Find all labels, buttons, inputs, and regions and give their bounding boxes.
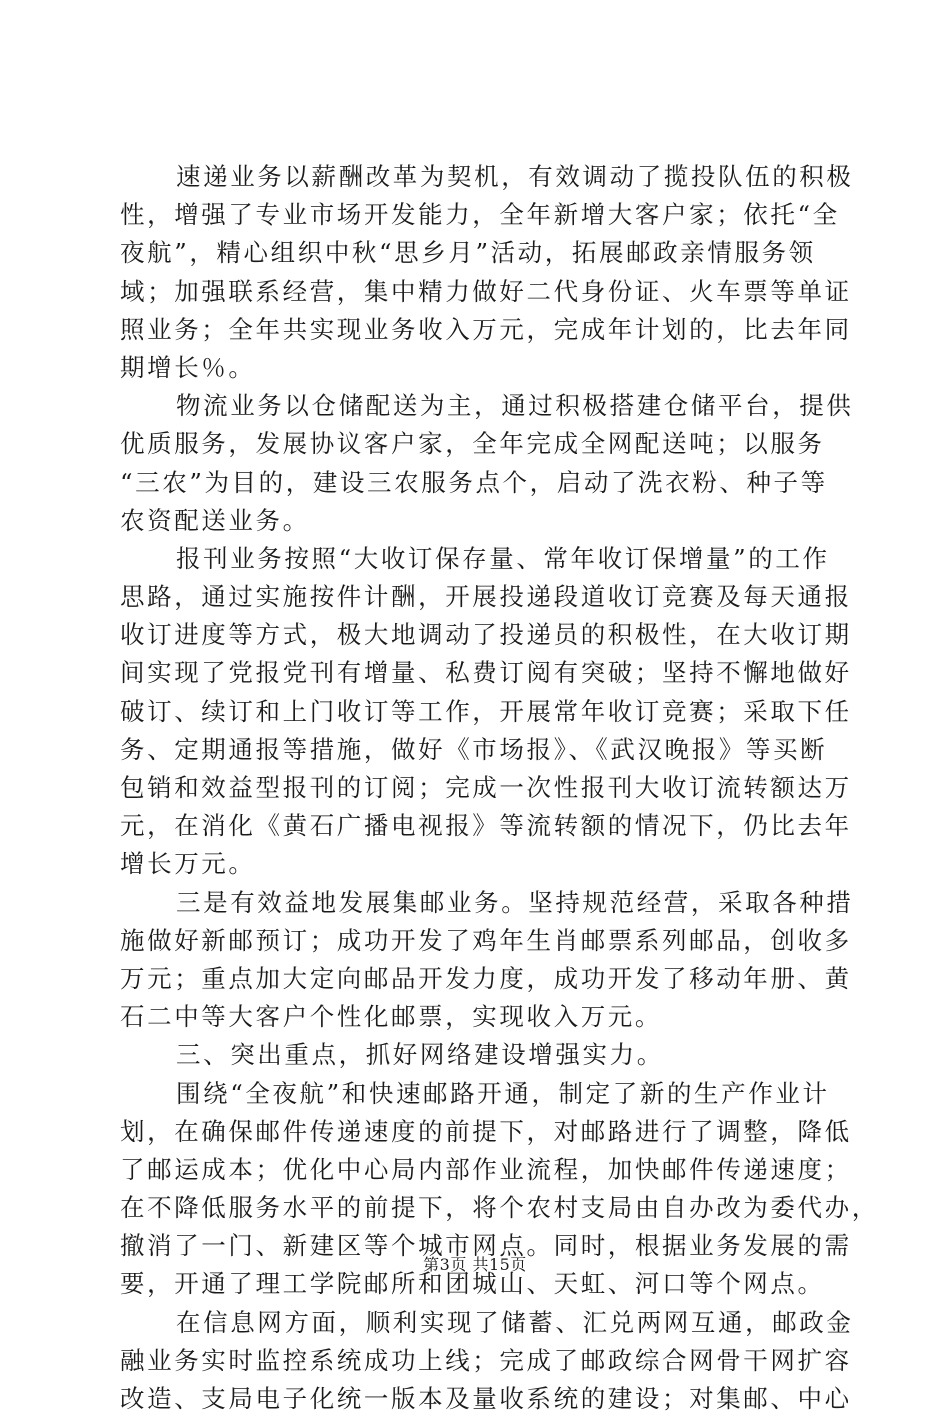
paragraph-line: 优质服务，发展协议客户家，全年完成全网配送吨；以服务 bbox=[120, 429, 825, 459]
paragraph-line: 间实现了党报党刊有增量、私费订阅有突破；坚持不懈地做好 bbox=[120, 658, 852, 688]
paragraph-line: 石二中等大客户个性化邮票，实现收入万元。 bbox=[120, 1002, 662, 1032]
paragraph-line: 了邮运成本；优化中心局内部作业流程，加快邮件传递速度； bbox=[120, 1154, 852, 1184]
paragraph-line: 万元；重点加大定向邮品开发力度，成功开发了移动年册、黄 bbox=[120, 963, 852, 993]
paragraph-first-line: 三是有效益地发展集邮业务。坚持规范经营，采取各种措 bbox=[176, 887, 854, 917]
paragraph-line: 要，开通了理工学院邮所和团城山、天虹、河口等个网点。 bbox=[120, 1269, 825, 1299]
paragraph-line: 夜航”，精心组织中秋“思乡月”活动，拓展邮政亲情服务领 bbox=[120, 238, 816, 268]
paragraph-line: 务、定期通报等措施，做好《市场报》、《武汉晚报》等买断 bbox=[120, 734, 828, 764]
paragraph-line: 农资配送业务。 bbox=[120, 505, 310, 535]
paragraph-line: 性，增强了专业市场开发能力，全年新增大客户家；依托“全 bbox=[120, 200, 840, 230]
paragraph-first-line: 报刊业务按照“大收订保存量、常年收订保增量”的工作 bbox=[176, 543, 830, 573]
paragraph-line: 元，在消化《黄石广播电视报》等流转额的情况下，仍比去年 bbox=[120, 811, 852, 841]
document-body bbox=[120, 158, 879, 1418]
paragraph-line: 域；加强联系经营，集中精力做好二代身份证、火车票等单证 bbox=[120, 276, 852, 306]
paragraph-line: 在不降低服务水平的前提下，将个农村支局由自办改为委代办， bbox=[120, 1193, 879, 1223]
paragraph-line: 撤消了一门、新建区等个城市网点。同时，根据业务发展的需 bbox=[120, 1231, 852, 1261]
paragraph-line: 期增长％。 bbox=[120, 352, 256, 382]
paragraph-line: 划，在确保邮件传递速度的前提下，对邮路进行了调整，降低 bbox=[120, 1116, 852, 1146]
paragraph-line: 改造、支局电子化统一版本及量收系统的建设；对集邮、中心 bbox=[120, 1384, 852, 1413]
paragraph-line: 施做好新邮预订；成功开发了鸡年生肖邮票系列邮品，创收多 bbox=[120, 925, 852, 955]
paragraph-line: 收订进度等方式，极大地调动了投递员的积极性，在大收订期 bbox=[120, 620, 852, 650]
paragraph-line: 融业务实时监控系统成功上线；完成了邮政综合网骨干网扩容 bbox=[120, 1345, 852, 1375]
page-footer: 第3页 共15页 bbox=[423, 1255, 527, 1274]
paragraph-line: “三农”为目的，建设三农服务点个，启动了洗衣粉、种子等 bbox=[120, 467, 828, 497]
paragraph-first-line: 物流业务以仓储配送为主，通过积极搭建仓储平台，提供 bbox=[176, 391, 854, 421]
paragraph-first-line: 三、突出重点，抓好网络建设增强实力。 bbox=[176, 1040, 664, 1070]
paragraph-first-line: 速递业务以薪酬改革为契机，有效调动了揽投队伍的积极 bbox=[176, 162, 854, 191]
paragraph-line: 照业务；全年共实现业务收入万元，完成年计划的，比去年同 bbox=[120, 314, 852, 344]
paragraph-line: 思路，通过实施按件计酬，开展投递段道收订竞赛及每天通报 bbox=[120, 582, 852, 612]
paragraph-line: 包销和效益型报刊的订阅；完成一次性报刊大收订流转额达万 bbox=[120, 773, 852, 802]
paragraph-line: 破订、续订和上门收订等工作，开展常年收订竞赛；采取下任 bbox=[120, 696, 852, 726]
paragraph-first-line: 围绕“全夜航”和快速邮路开通，制定了新的生产作业计 bbox=[176, 1078, 830, 1108]
paragraph-line: 增长万元。 bbox=[120, 849, 256, 879]
paragraph-first-line: 在信息网方面，顺利实现了储蓄、汇兑两网互通，邮政金 bbox=[176, 1307, 854, 1337]
